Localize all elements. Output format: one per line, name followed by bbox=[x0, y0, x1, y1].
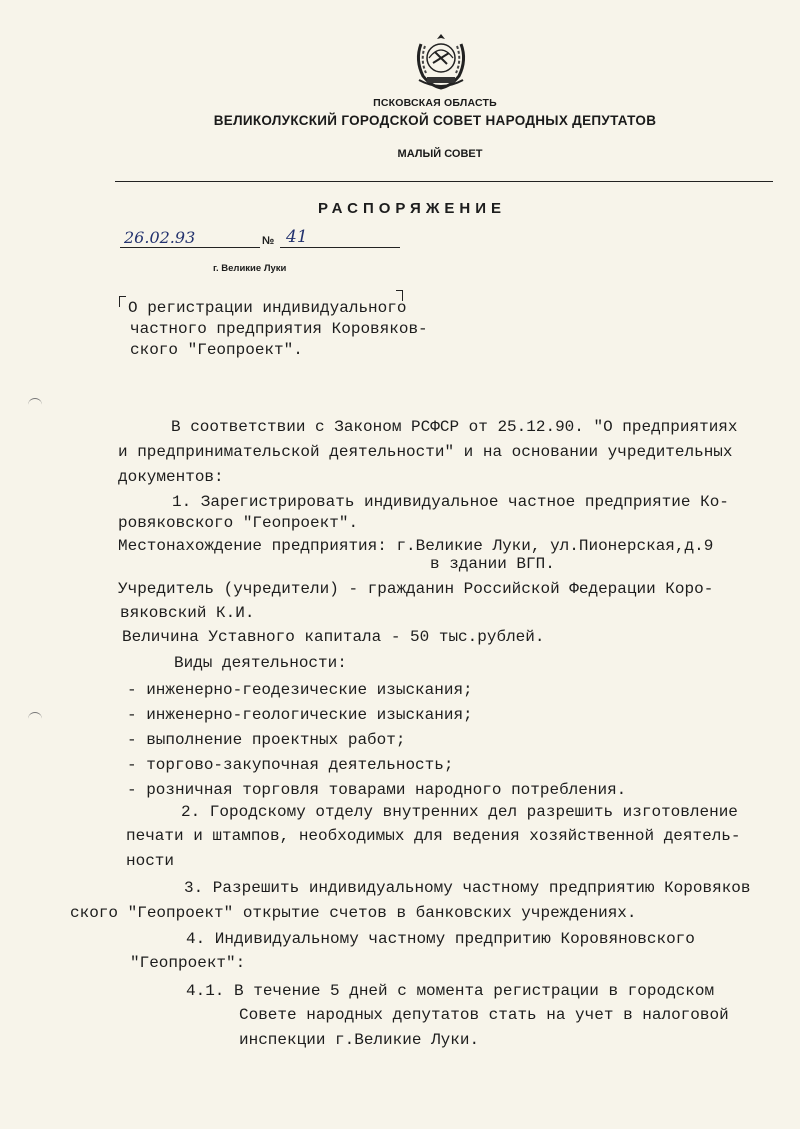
document-number: 41 bbox=[286, 227, 308, 247]
location-line: в здании ВГП. bbox=[430, 555, 555, 573]
intro-line: В соответствии с Законом РСФСР от 25.12.90. "О предприятиях bbox=[171, 418, 738, 436]
activity-item: - инженерно-геологические изыскания; bbox=[127, 706, 473, 724]
item41-line: 4.1. В течение 5 дней с момента регистрации в городском bbox=[186, 982, 715, 1000]
item2-line: 2. Городскому отделу внутренних дел разрешить изготовление bbox=[181, 803, 738, 821]
item1-line: 1. Зарегистрировать индивидуальное частное предприятие Ко- bbox=[172, 493, 729, 511]
capital-line: Величина Уставного капитала - 50 тыс.рублей. bbox=[122, 628, 545, 646]
document-city: г. Великие Луки bbox=[213, 263, 287, 274]
location-line: Местонахождение предприятия: г.Великие Луки, ул.Пионерская,д.9 bbox=[118, 537, 714, 555]
item1-line: ровяковского "Геопроект". bbox=[118, 514, 359, 532]
activity-item: - выполнение проектных работ; bbox=[127, 731, 406, 749]
small-council-title: МАЛЫЙ СОВЕТ bbox=[397, 148, 483, 160]
activities-heading: Виды деятельности: bbox=[174, 654, 347, 672]
item41-line: инспекции г.Великие Луки. bbox=[239, 1031, 480, 1049]
activity-item: - торгово-закупочная деятельность; bbox=[127, 756, 454, 774]
item2-line: ности bbox=[126, 852, 175, 870]
subject-bracket-left bbox=[119, 296, 126, 307]
subject-line: ского "Геопроект". bbox=[130, 341, 303, 359]
document-date: 26.02.93 bbox=[124, 228, 196, 247]
emblem-icon bbox=[411, 30, 471, 92]
council-title: ВЕЛИКОЛУКСКИЙ ГОРОДСКОЙ СОВЕТ НАРОДНЫХ ДЕПУТАТОВ bbox=[213, 113, 657, 128]
subject-line: О регистрации индивидуального bbox=[128, 299, 407, 317]
date-underline bbox=[120, 247, 260, 248]
subject-line: частного предприятия Коровяков- bbox=[130, 320, 428, 338]
region-title: ПСКОВСКАЯ ОБЛАСТЬ bbox=[373, 97, 497, 109]
item4-line: "Геопроект": bbox=[130, 954, 246, 972]
item3-line: 3. Разрешить индивидуальному частному предприятию Коровяков bbox=[184, 879, 751, 897]
number-underline bbox=[280, 247, 400, 248]
intro-line: и предпринимательской деятельности" и на основании учредительных bbox=[118, 443, 733, 461]
intro-line: документов: bbox=[118, 468, 224, 486]
founder-line: вяковский К.И. bbox=[120, 604, 255, 622]
item3-line: ского "Геопроект" открытие счетов в банковских учреждениях. bbox=[70, 904, 637, 922]
founder-line: Учредитель (учредители) - гражданин Российской Федерации Коро- bbox=[118, 580, 714, 598]
item2-line: печати и штампов, необходимых для ведения хозяйственной деятель- bbox=[126, 827, 741, 845]
activity-item: - инженерно-геодезические изыскания; bbox=[127, 681, 473, 699]
number-sign: № bbox=[262, 235, 275, 247]
header-divider bbox=[115, 181, 773, 182]
document-type-title: РАСПОРЯЖЕНИЕ bbox=[318, 200, 507, 217]
scan-mark bbox=[28, 712, 42, 721]
scan-mark bbox=[28, 398, 42, 407]
activity-item: - розничная торговля товарами народного потребления. bbox=[127, 781, 627, 799]
item41-line: Совете народных депутатов стать на учет в налоговой bbox=[239, 1006, 729, 1024]
item4-line: 4. Индивидуальному частному предпритию Коровяновского bbox=[186, 930, 695, 948]
